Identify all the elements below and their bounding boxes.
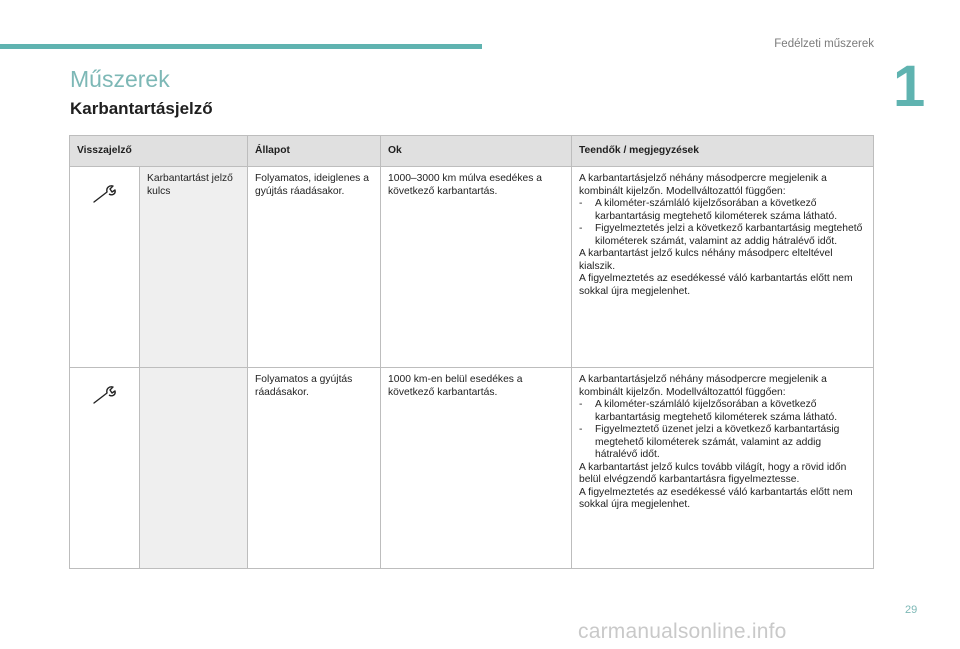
notes-extra: A figyelmeztetés az esedékessé váló karbantartás előtt nem sokkal újra megjelenhet. — [579, 273, 853, 297]
notes-extra: A karbantartást jelző kulcs tovább világít, hogy a rövid időn belül elvégzendő karbantartásra figyelmeztesse. — [579, 461, 847, 485]
header-indicator: Visszajelző — [70, 136, 248, 167]
notes-extra: A karbantartást jelző kulcs néhány másodperc elteltével kialszik. — [579, 248, 833, 272]
wrench-icon — [90, 183, 120, 205]
indicator-notes — [572, 368, 874, 569]
header-state: Állapot — [248, 136, 381, 167]
header-notes: Teendők / megjegyzések — [572, 136, 874, 167]
list-item: - A kilométer-számláló kijelzősorában a következő karbantartásig megtehető kilométerek száma látható. — [579, 198, 838, 222]
indicator-label — [140, 368, 248, 569]
indicator-state: Folyamatos, ideiglenes a gyújtás ráadásakor. — [248, 167, 381, 368]
list-item: - Figyelmeztető üzenet jelzi a következő karbantartásig megtehető kilométerek számát, valamint az addig hátralévő időt. — [579, 424, 840, 460]
indicator-label: Karbantartást jelző kulcs — [140, 167, 248, 368]
notes-intro: A karbantartásjelző néhány másodpercre megjelenik a kombinált kijelzőn. Modellváltozattól függően: — [579, 173, 827, 197]
indicator-cause: 1000–3000 km múlva esedékes a következő karbantartás. — [381, 167, 572, 368]
section-name: Fedélzeti műszerek — [774, 38, 874, 50]
table-row — [70, 167, 874, 368]
list-item: - A kilométer-számláló kijelzősorában a következő karbantartásig megtehető kilométerek száma látható. — [579, 399, 838, 423]
table-header-row — [70, 136, 874, 167]
watermark: carmanualsonline.info — [578, 620, 787, 643]
maintenance-indicator-table — [69, 135, 874, 569]
wrench-icon — [90, 384, 120, 406]
page-title: Műszerek — [70, 66, 170, 92]
indicator-cause: 1000 km-en belül esedékes a következő karbantartás. — [381, 368, 572, 569]
chapter-number: 1 — [893, 54, 926, 119]
indicator-icon-cell — [70, 368, 140, 569]
page-number: 29 — [905, 604, 918, 616]
indicator-state: Folyamatos a gyújtás ráadásakor. — [248, 368, 381, 569]
list-item: - Figyelmeztetés jelzi a következő karbantartásig megtehető kilométerek számát, valamint az addig hátralévő időt. — [579, 223, 863, 247]
table-row — [70, 368, 874, 569]
top-accent-bar — [0, 44, 482, 49]
notes-intro: A karbantartásjelző néhány másodpercre megjelenik a kombinált kijelzőn. Modellváltozattól függően: — [579, 374, 827, 398]
indicator-notes — [572, 167, 874, 368]
indicator-icon-cell — [70, 167, 140, 368]
header-cause: Ok — [381, 136, 572, 167]
notes-extra: A figyelmeztetés az esedékessé váló karbantartás előtt nem sokkal újra megjelenhet. — [579, 486, 853, 510]
page-subtitle: Karbantartásjelző — [70, 99, 213, 118]
